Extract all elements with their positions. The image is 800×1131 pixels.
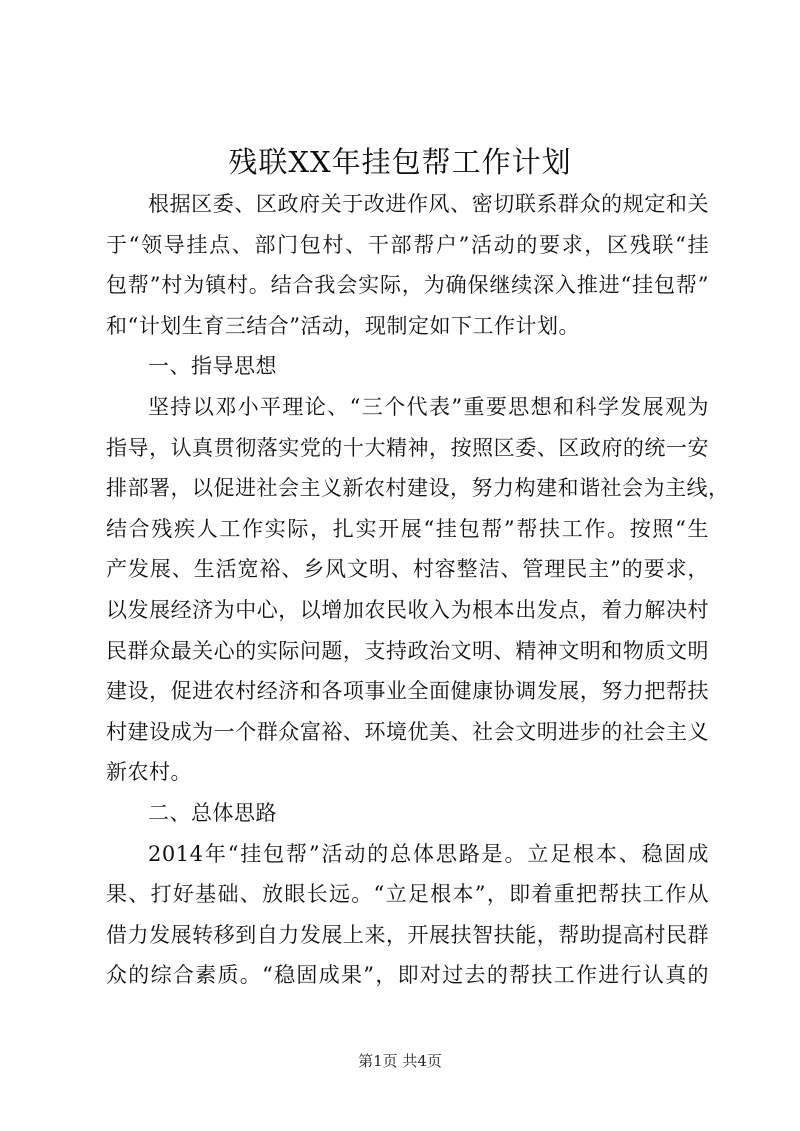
document-title: 残联XX年挂包帮工作计划 — [228, 145, 572, 179]
paragraph-line: 新农村。 — [106, 760, 192, 785]
page-footer: 第1页 共4页 — [358, 1052, 442, 1070]
section-heading: 一、指导思想 — [148, 354, 277, 379]
paragraph-line: 结合残疾人工作实际，扎实开展“挂包帮”帮扶工作。按照“生 — [106, 516, 709, 541]
section-heading: 二、总体思路 — [148, 800, 277, 825]
paragraph-line: 排部署，以促进社会主义新农村建设，努力构建和谐社会为主线， — [106, 476, 730, 501]
paragraph-line: 产发展、生活宽裕、乡风文明、村容整洁、管理民主”的要求， — [106, 557, 709, 582]
paragraph-line: 指导，认真贯彻落实党的十大精神，按照区委、区政府的统一安 — [106, 435, 709, 460]
paragraph-line: 以发展经济为中心，以增加农民收入为根本出发点，着力解决村 — [106, 597, 709, 622]
paragraph-line: 果、打好基础、放眼长远。“立足根本”，即着重把帮扶工作从 — [106, 882, 709, 907]
paragraph-line: 村建设成为一个群众富裕、环境优美、社会文明进步的社会主义 — [106, 719, 709, 744]
paragraph-line: 建设，促进农村经济和各项事业全面健康协调发展，努力把帮扶 — [106, 679, 709, 704]
paragraph-line: 2014年“挂包帮”活动的总体思路是。立足根本、稳固成 — [148, 841, 709, 866]
paragraph-line: 根据区委、区政府关于改进作风、密切联系群众的规定和关 — [148, 192, 709, 216]
paragraph-line: 众的综合素质。“稳固成果”，即对过去的帮扶工作进行认真的 — [106, 963, 709, 988]
paragraph-line: 于“领导挂点、部门包村、干部帮户”活动的要求，区残联“挂 — [106, 232, 709, 257]
paragraph-line: 和“计划生育三结合”活动，现制定如下工作计划。 — [106, 313, 580, 338]
paragraph-line: 借力发展转移到自力发展上来，开展扶智扶能，帮助提高村民群 — [106, 922, 709, 947]
paragraph-line: 坚持以邓小平理论、“三个代表”重要思想和科学发展观为 — [148, 394, 709, 419]
document-body — [106, 184, 730, 996]
paragraph-line: 民群众最关心的实际问题，支持政治文明、精神文明和物质文明 — [106, 638, 709, 663]
paragraph-line: 包帮”村为镇村。结合我会实际，为确保继续深入推进“挂包帮” — [106, 273, 709, 298]
